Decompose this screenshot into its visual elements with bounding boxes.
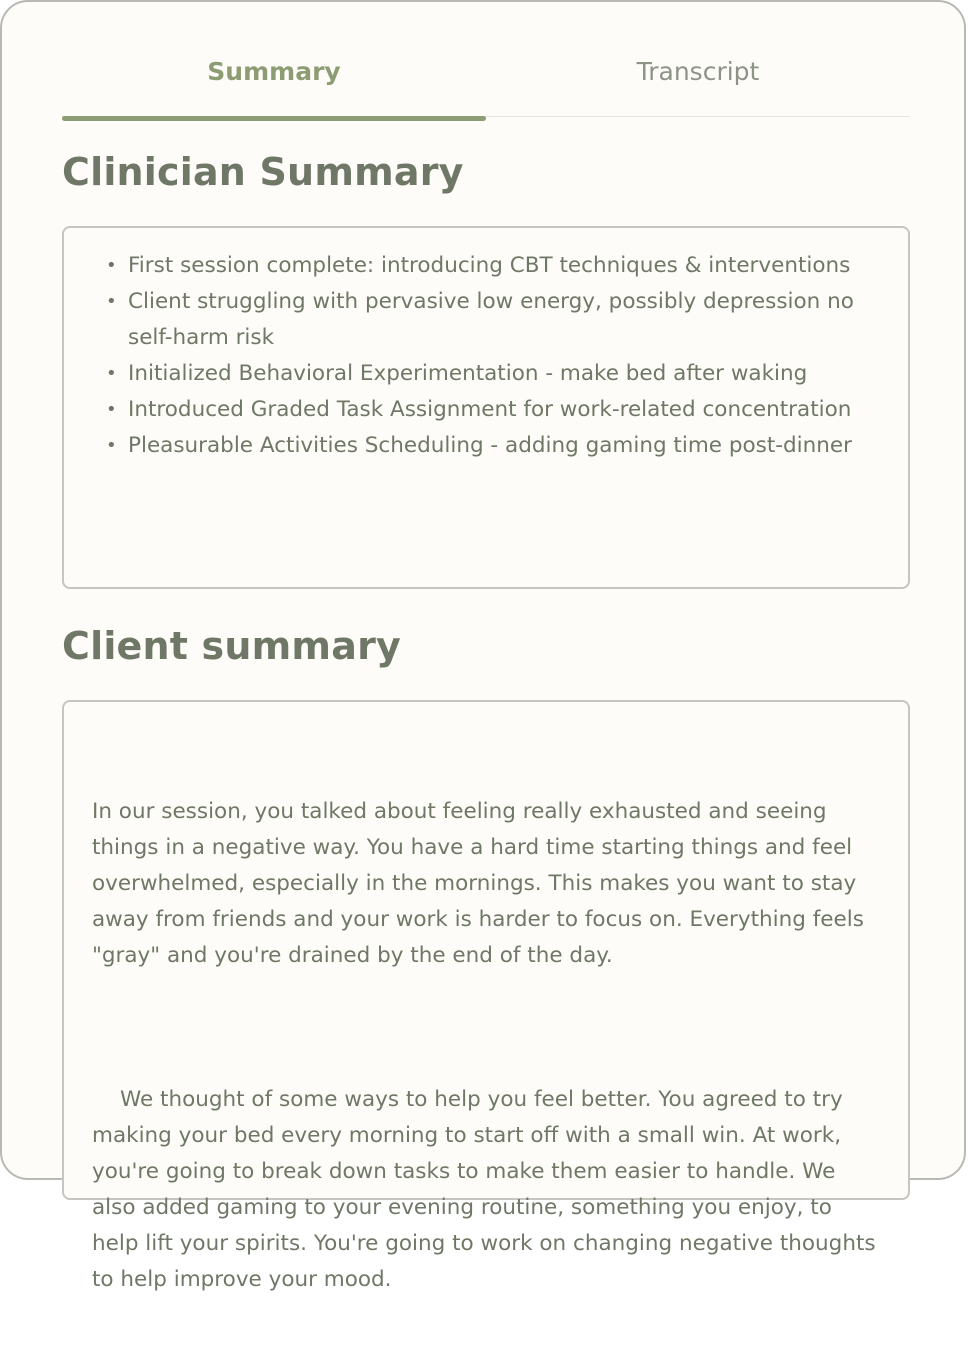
tab-transcript[interactable]: Transcript bbox=[636, 57, 760, 86]
clinician-summary-list bbox=[64, 228, 908, 464]
list-item: • Introduced Graded Task Assignment for work-related concentration bbox=[128, 392, 878, 428]
list-item: • Initialized Behavioral Experimentation - make bed after waking bbox=[128, 356, 878, 392]
client-summary-heading: Client summary bbox=[62, 624, 401, 668]
client-summary-text bbox=[64, 702, 908, 1370]
client-summary-paragraph-1: In our session, you talked about feeling really exhausted and seeing things in a negative way. You have a hard time starting things and feel overwhelmed, especially in the mornings. This makes you want to stay away from friends and your work is harder to focus on. Everything feels "gray" and you're drained by the end of the day. bbox=[92, 799, 871, 968]
client-summary-paragraph-2: We thought of some ways to help you feel better. You agreed to try making your bed every morning to start off with a small win. At work, you're going to break down tasks to make them easier to handle. We also added gaming to your evening routine, something you enjoy, to help lift your spirits. You're going to work on changing negative thoughts to help improve your mood. bbox=[92, 1087, 883, 1292]
tab-bar bbox=[62, 46, 910, 117]
clinician-summary-box bbox=[62, 226, 910, 589]
list-item: • Pleasurable Activities Scheduling - adding gaming time post-dinner bbox=[128, 428, 878, 464]
client-summary-box bbox=[62, 700, 910, 1292]
tab-summary[interactable]: Summary bbox=[62, 46, 486, 116]
list-item: • First session complete: introducing CBT techniques & interventions bbox=[128, 248, 878, 284]
clinician-summary-heading: Clinician Summary bbox=[62, 150, 464, 194]
list-item: • Client struggling with pervasive low energy, possibly depression no self-harm risk bbox=[128, 284, 878, 356]
